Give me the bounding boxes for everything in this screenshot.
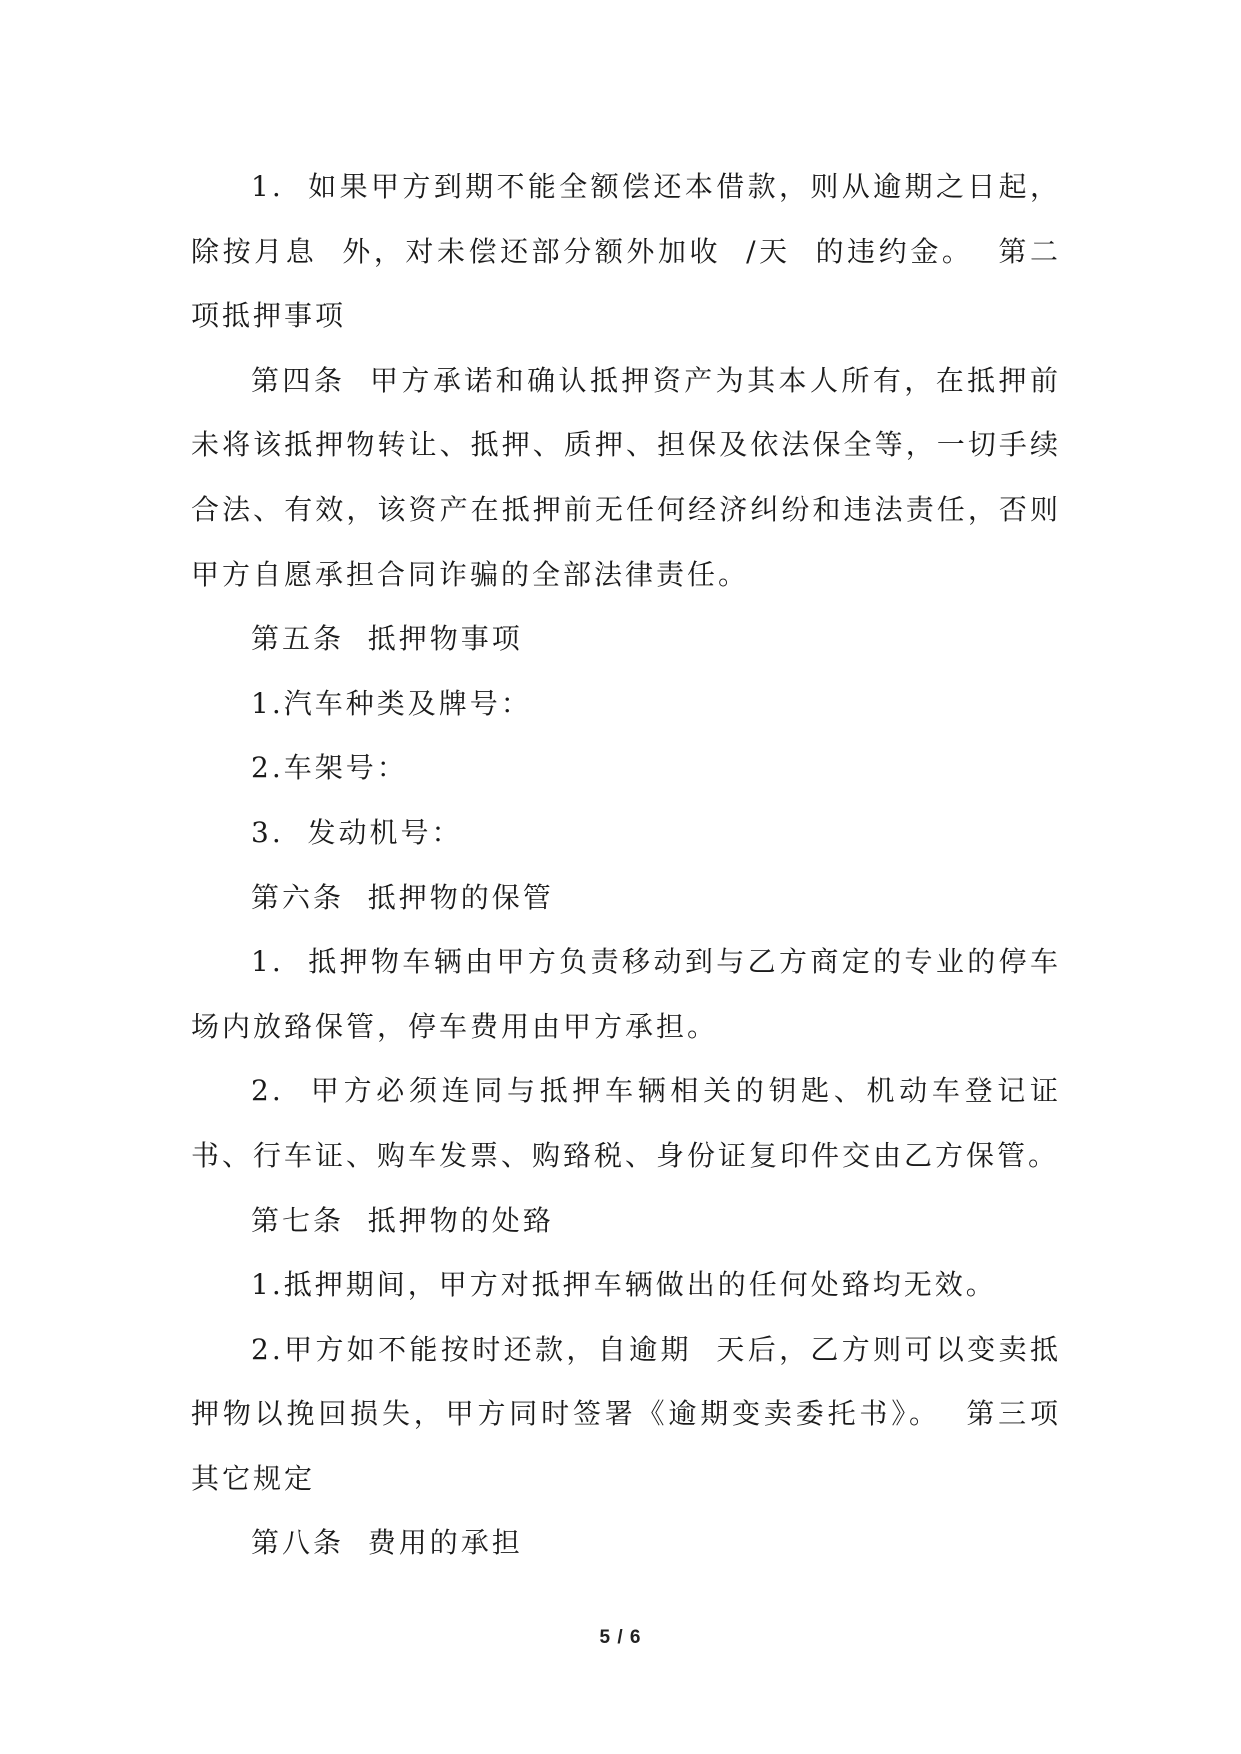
- clause-article-7-heading: 第七条 抵押物的处臵: [251, 1203, 554, 1237]
- clause-storage-documents: 2. 甲方必须连同与抵押车辆相关的钥匙、机动车登记证书、行车证、购车发票、购臵税、身份证复印件交由乙方保管。: [191, 1074, 1061, 1172]
- clause-disposal-sale: 2.甲方如不能按时还款，自逾期 天后，乙方则可以变卖抵押物以挽回损失，甲方同时签署《逾期变卖委托书》。 第三项其它规定: [191, 1332, 1061, 1495]
- clause-article-6-heading: 第六条 抵押物的保管: [251, 880, 554, 914]
- clause-engine-number: 3. 发动机号：: [251, 815, 463, 849]
- clause-disposal-invalid: 1.抵押期间，甲方对抵押车辆做出的任何处臵均无效。: [251, 1268, 997, 1302]
- clause-article-4: 第四条 甲方承诺和确认抵押资产为其本人所有，在抵押前未将该抵押物转让、抵押、质押、担保及依法保全等，一切手续合法、有效，该资产在抵押前无任何经济纠纷和违法责任，否则甲方自愿承担合同诈骗的全部法律责任。: [191, 363, 1061, 591]
- page-number: 5 / 6: [599, 1627, 642, 1648]
- clause-article-5-heading: 第五条 抵押物事项: [251, 622, 523, 656]
- clause-storage-parking: 1. 抵押物车辆由甲方负责移动到与乙方商定的专业的停车场内放臵保管，停车费用由甲方承担。: [191, 945, 1061, 1043]
- clause-article-8-heading: 第八条 费用的承担: [251, 1526, 523, 1560]
- document-body: [191, 155, 1061, 1576]
- clause-overdue-penalty: 1. 如果甲方到期不能全额偿还本借款，则从逾期之日起，除按月息 外，对未偿还部分额外加收 /天 的违约金。 第二项抵押事项: [191, 170, 1061, 333]
- clause-vehicle-type: 1.汽车种类及牌号：: [251, 686, 532, 720]
- clause-frame-number: 2.车架号：: [251, 751, 408, 785]
